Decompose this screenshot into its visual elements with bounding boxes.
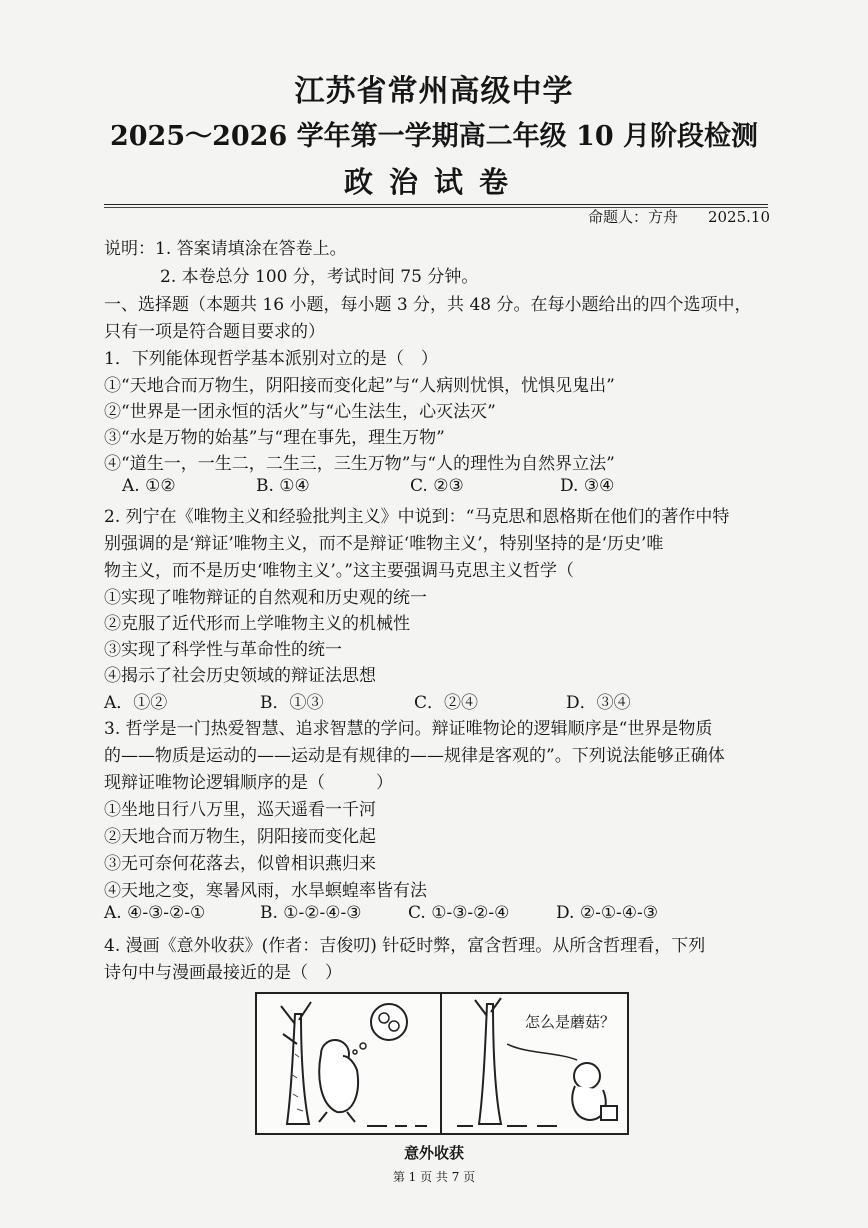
q2-stem-3: 物主义，而不是历史‘唯物主义’。”这主要强调马克思主义哲学（ [104,561,574,581]
section-heading-2: 只有一项是符合题目要求的） [104,322,325,342]
q1-statement: ②“世界是一团永恒的活火”与“心生法生，心灭法灭” [104,402,496,422]
q1-statement: ①“天地合而万物生，阴阳接而变化起”与“人病则忧惧，忧惧见鬼出” [104,376,615,396]
q3-option-c: C. ①-③-②-④ [408,903,510,923]
page-footer: 第 1 页 共 7 页 [392,1170,476,1184]
note-1: 说明：1. 答案请填涂在答卷上。 [104,239,347,259]
q3-option-b: B. ①-②-④-③ [260,903,362,923]
paper-title: 政治试卷 [343,165,524,199]
q3-option-d: D. ②-①-④-③ [556,903,659,923]
q3-statement: ③无可奈何花落去，似曾相识燕归来 [104,854,376,874]
q3-statement: ①坐地日行八万里，巡天遥看一千河 [104,800,376,820]
q4-stem: 4. 漫画《意外收获》(作者：吉俊叨) 针砭时弊，富含哲理。从所含哲理看，下列 [104,936,706,956]
note-2: 2. 本卷总分 100 分，考试时间 75 分钟。 [160,267,479,287]
header-rule [104,204,768,205]
q3-stem-2: 的——物质是运动的——运动是有规律的——规律是客观的”。下列说法能够正确体 [104,746,725,766]
q2-statement: ①实现了唯物辩证的自然观和历史观的统一 [104,588,427,608]
q2-statement: ④揭示了社会历史领域的辩证法思想 [104,666,376,686]
speech-bubble-text: 怎么是蘑菇？ [525,1013,616,1031]
exam-title: 2025～2026 学年第一学期高二年级 10 月阶段检测 [109,121,759,152]
q1-option-b: B. ①④ [256,476,310,496]
q2-option-d: D．③④ [566,693,631,713]
author: 命题人：方舟 [587,208,678,226]
q2-stem: 2. 列宁在《唯物主义和经验批判主义》中说到：“马克思和恩格斯在他们的著作中特 [104,507,730,527]
q4-stem-2: 诗句中与漫画最接近的是（ ） [104,963,342,983]
q3-stem: 3. 哲学是一门热爱智慧、追求智慧的学问。辩证唯物论的逻辑顺序是“世界是物质 [104,719,713,739]
author-line [588,206,770,227]
q2-statement: ②克服了近代形而上学唯物主义的机械性 [104,614,410,634]
cartoon-caption: 意外收获 [403,1144,464,1162]
q3-statement: ④天地之变，寒暑风雨，水旱螟蝗率皆有法 [104,881,427,901]
q1-statement: ④“道生一，一生二，二生三，三生万物”与“人的理性为自然界立法” [104,454,615,474]
q2-option-c: C．②④ [414,693,479,713]
school-name: 江苏省常州高级中学 [294,74,574,109]
q3-stem-3: 现辩证唯物论逻辑顺序的是（ ） [104,773,393,793]
q1-option-d: D. ③④ [560,476,615,496]
q2-option-b: B．①③ [260,693,324,713]
panel-divider [440,994,442,1133]
exam-date: 2025.10 [707,208,770,226]
q1-stem: 1．下列能体现哲学基本派别对立的是（ ） [104,349,438,369]
q2-statement: ③实现了科学性与革命性的统一 [104,640,342,660]
section-heading: 一、选择题（本题共 16 小题，每小题 3 分，共 48 分。在每小题给出的四个选项中， [104,295,752,315]
q3-option-a: A. ④-③-②-① [104,903,206,923]
q1-option-a: A. ①② [122,476,176,496]
q2-option-a: A．①② [104,693,168,713]
q2-stem-2: 别强调的是‘辩证’唯物主义，而不是辩证‘唯物主义’，特别坚持的是‘历史’唯 [104,534,664,554]
q1-option-c: C. ②③ [410,476,464,496]
q3-statement: ②天地合而万物生，阴阳接而变化起 [104,827,376,847]
q1-statement: ③“水是万物的始基”与“理在事先，理生万物” [104,428,445,448]
